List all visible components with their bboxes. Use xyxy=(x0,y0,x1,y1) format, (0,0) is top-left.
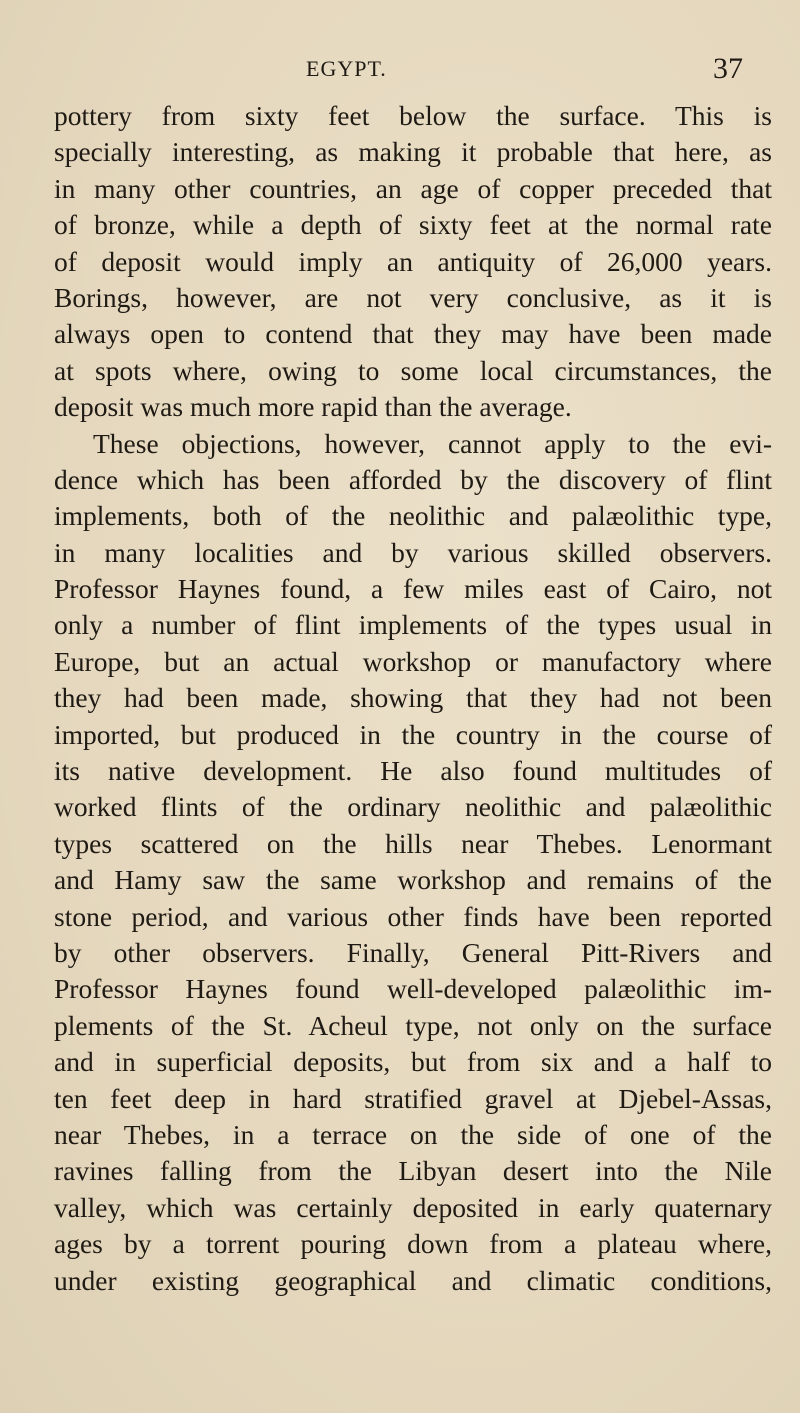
page-number: 37 xyxy=(713,52,743,85)
text-line: Borings, however, are not very conclusive, as it is xyxy=(54,281,772,313)
text-line: near Thebes, in a terrace on the side of one of the xyxy=(54,1118,772,1150)
text-line: and in superficial deposits, but from six and a half to xyxy=(54,1046,772,1078)
text-line: pottery from sixty feet below the surface. This is xyxy=(54,100,772,131)
text-line: Professor Haynes found, a few miles east of Cairo, not xyxy=(54,573,772,605)
text-line: plements of the St. Acheul type, not only on the surface xyxy=(54,1009,772,1041)
text-line: implements, both of the neolithic and palæolithic type, xyxy=(54,500,772,532)
text-line: of deposit would imply an antiquity of 26,000 years. xyxy=(54,245,772,277)
text-line: worked flints of the ordinary neolithic and palæolithic xyxy=(54,791,772,823)
text-line: by other observers. Finally, General Pitt-Rivers and xyxy=(54,936,772,968)
text-line: of bronze, while a depth of sixty feet at the normal rate xyxy=(54,209,772,241)
text-line: in many other countries, an age of copper preceded that xyxy=(54,172,772,204)
running-head-title: EGYPT. xyxy=(306,56,387,81)
text-line: deposit was much more rapid than the average. xyxy=(54,391,572,423)
text-line: only a number of flint implements of the types usual in xyxy=(54,609,772,641)
text-line: Europe, but an actual workshop or manufactory where xyxy=(54,645,772,677)
text-line: dence which has been afforded by the discovery of flint xyxy=(54,463,772,495)
text-line: ravines falling from the Libyan desert into the Nile xyxy=(54,1155,772,1187)
text-line: ages by a torrent pouring down from a plateau where, xyxy=(54,1228,772,1260)
text-line: its native development. He also found multitudes of xyxy=(54,755,772,787)
text-line: types scattered on the hills near Thebes. Lenormant xyxy=(54,827,772,859)
text-line: and Hamy saw the same workshop and remains of the xyxy=(54,864,772,896)
body-text xyxy=(54,98,772,1299)
text-line: stone period, and various other finds have been reported xyxy=(54,900,772,932)
text-line: ten feet deep in hard stratified gravel at Djebel-Assas, xyxy=(54,1082,772,1114)
text-line: in many localities and by various skilled observers. xyxy=(54,536,772,568)
text-line: valley, which was certainly deposited in early quaternary xyxy=(54,1191,772,1223)
text-line: always open to contend that they may have been made xyxy=(54,318,772,350)
text-line: Professor Haynes found well-developed palæolithic im- xyxy=(54,973,772,1005)
text-line: they had been made, showing that they had not been xyxy=(54,682,772,714)
text-line: at spots where, owing to some local circumstances, the xyxy=(54,354,772,386)
text-line: imported, but produced in the country in the course of xyxy=(54,718,772,750)
text-line: These objections, however, cannot apply to the evi- xyxy=(93,427,772,459)
text-line: specially interesting, as making it probable that here, as xyxy=(54,136,772,168)
text-line: under existing geographical and climatic conditions, xyxy=(54,1264,772,1296)
running-head xyxy=(0,52,800,86)
